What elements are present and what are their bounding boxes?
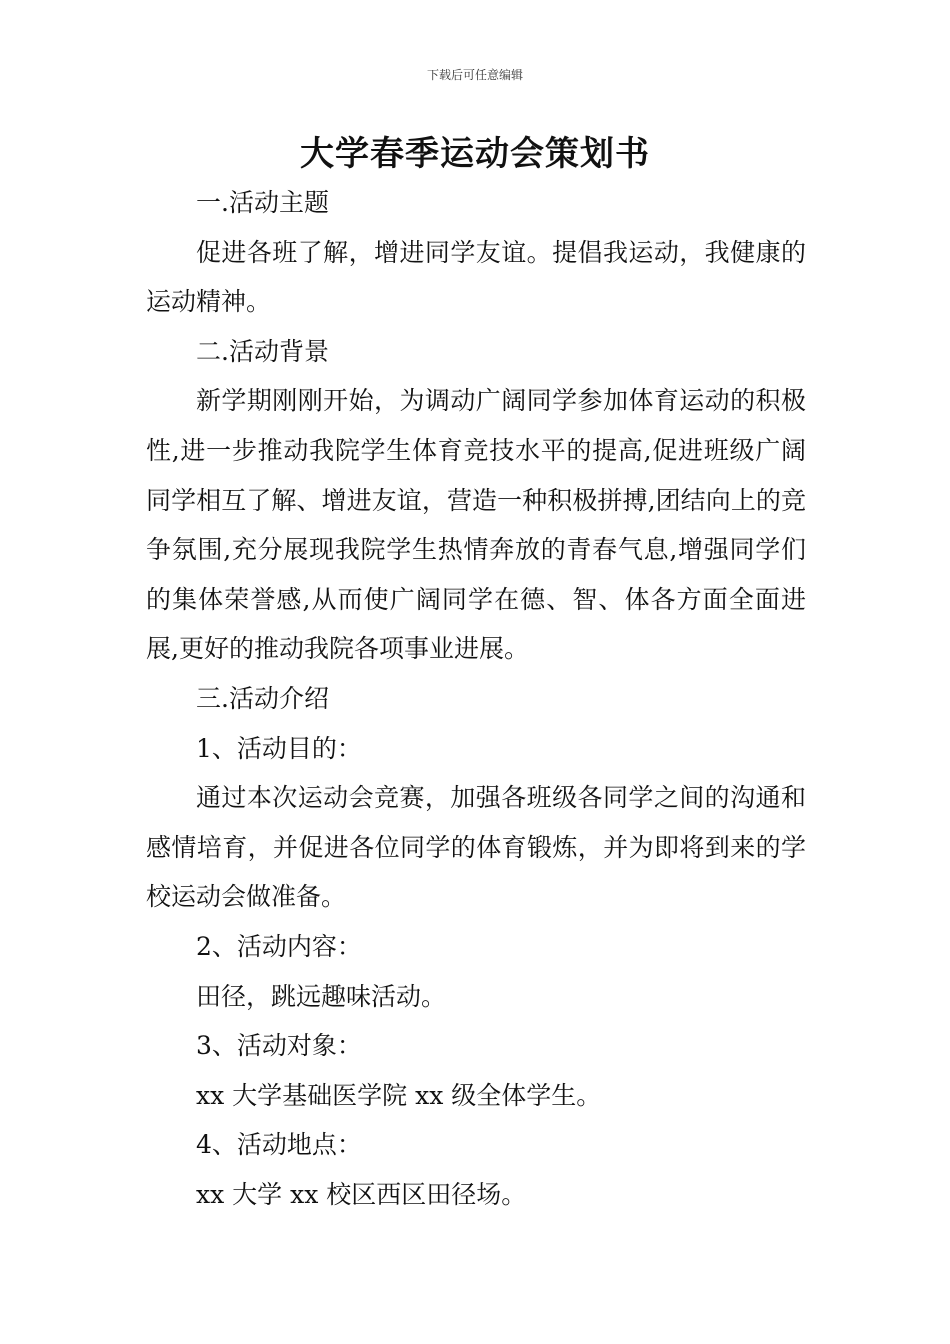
subheading-audience: 3、活动对象： [196, 1031, 362, 1061]
paragraph-purpose: 通过本次运动会竞赛，加强各班级各同学之间的沟通和感情培育，并促进各位同学的体育锻炼，并为即将到来的学校运动会做准备。 [146, 783, 806, 912]
subheading-location: 4、活动地点： [196, 1130, 362, 1160]
paragraph-background: 新学期刚刚开始，为调动广阔同学参加体育运动的积极性,进一步推动我院学生体育竞技水平的提高,促进班级广阔同学相互了解、增进友谊，营造一种积极拼搏,团结向上的竞争氛围,充分展现我院学生热情奔放的青春气息,增强同学们的集体荣誉感,从而使广阔同学在德、智、体各方面全面进展,更好的推动我院各项事业进展。 [146, 386, 806, 664]
document-body [146, 178, 806, 1219]
subheading-content: 2、活动内容： [196, 931, 362, 961]
paragraph-location: xx 大学 xx 校区西区田径场。 [196, 1179, 527, 1209]
paragraph-theme: 促进各班了解，增进同学友谊。提倡我运动，我健康的运动精神。 [146, 237, 806, 317]
section-heading-introduction: 三.活动介绍 [196, 683, 329, 713]
section-heading-background: 二.活动背景 [196, 336, 329, 366]
header-note: 下载后可任意编辑 [426, 68, 523, 82]
paragraph-content: 田径，跳远趣味活动。 [196, 981, 447, 1011]
section-heading-theme: 一.活动主题 [196, 188, 329, 217]
subheading-purpose: 1、活动目的： [196, 733, 362, 763]
paragraph-audience: xx 大学基础医学院 xx 级全体学生。 [196, 1080, 602, 1110]
document-title: 大学春季运动会策划书 [300, 134, 650, 174]
